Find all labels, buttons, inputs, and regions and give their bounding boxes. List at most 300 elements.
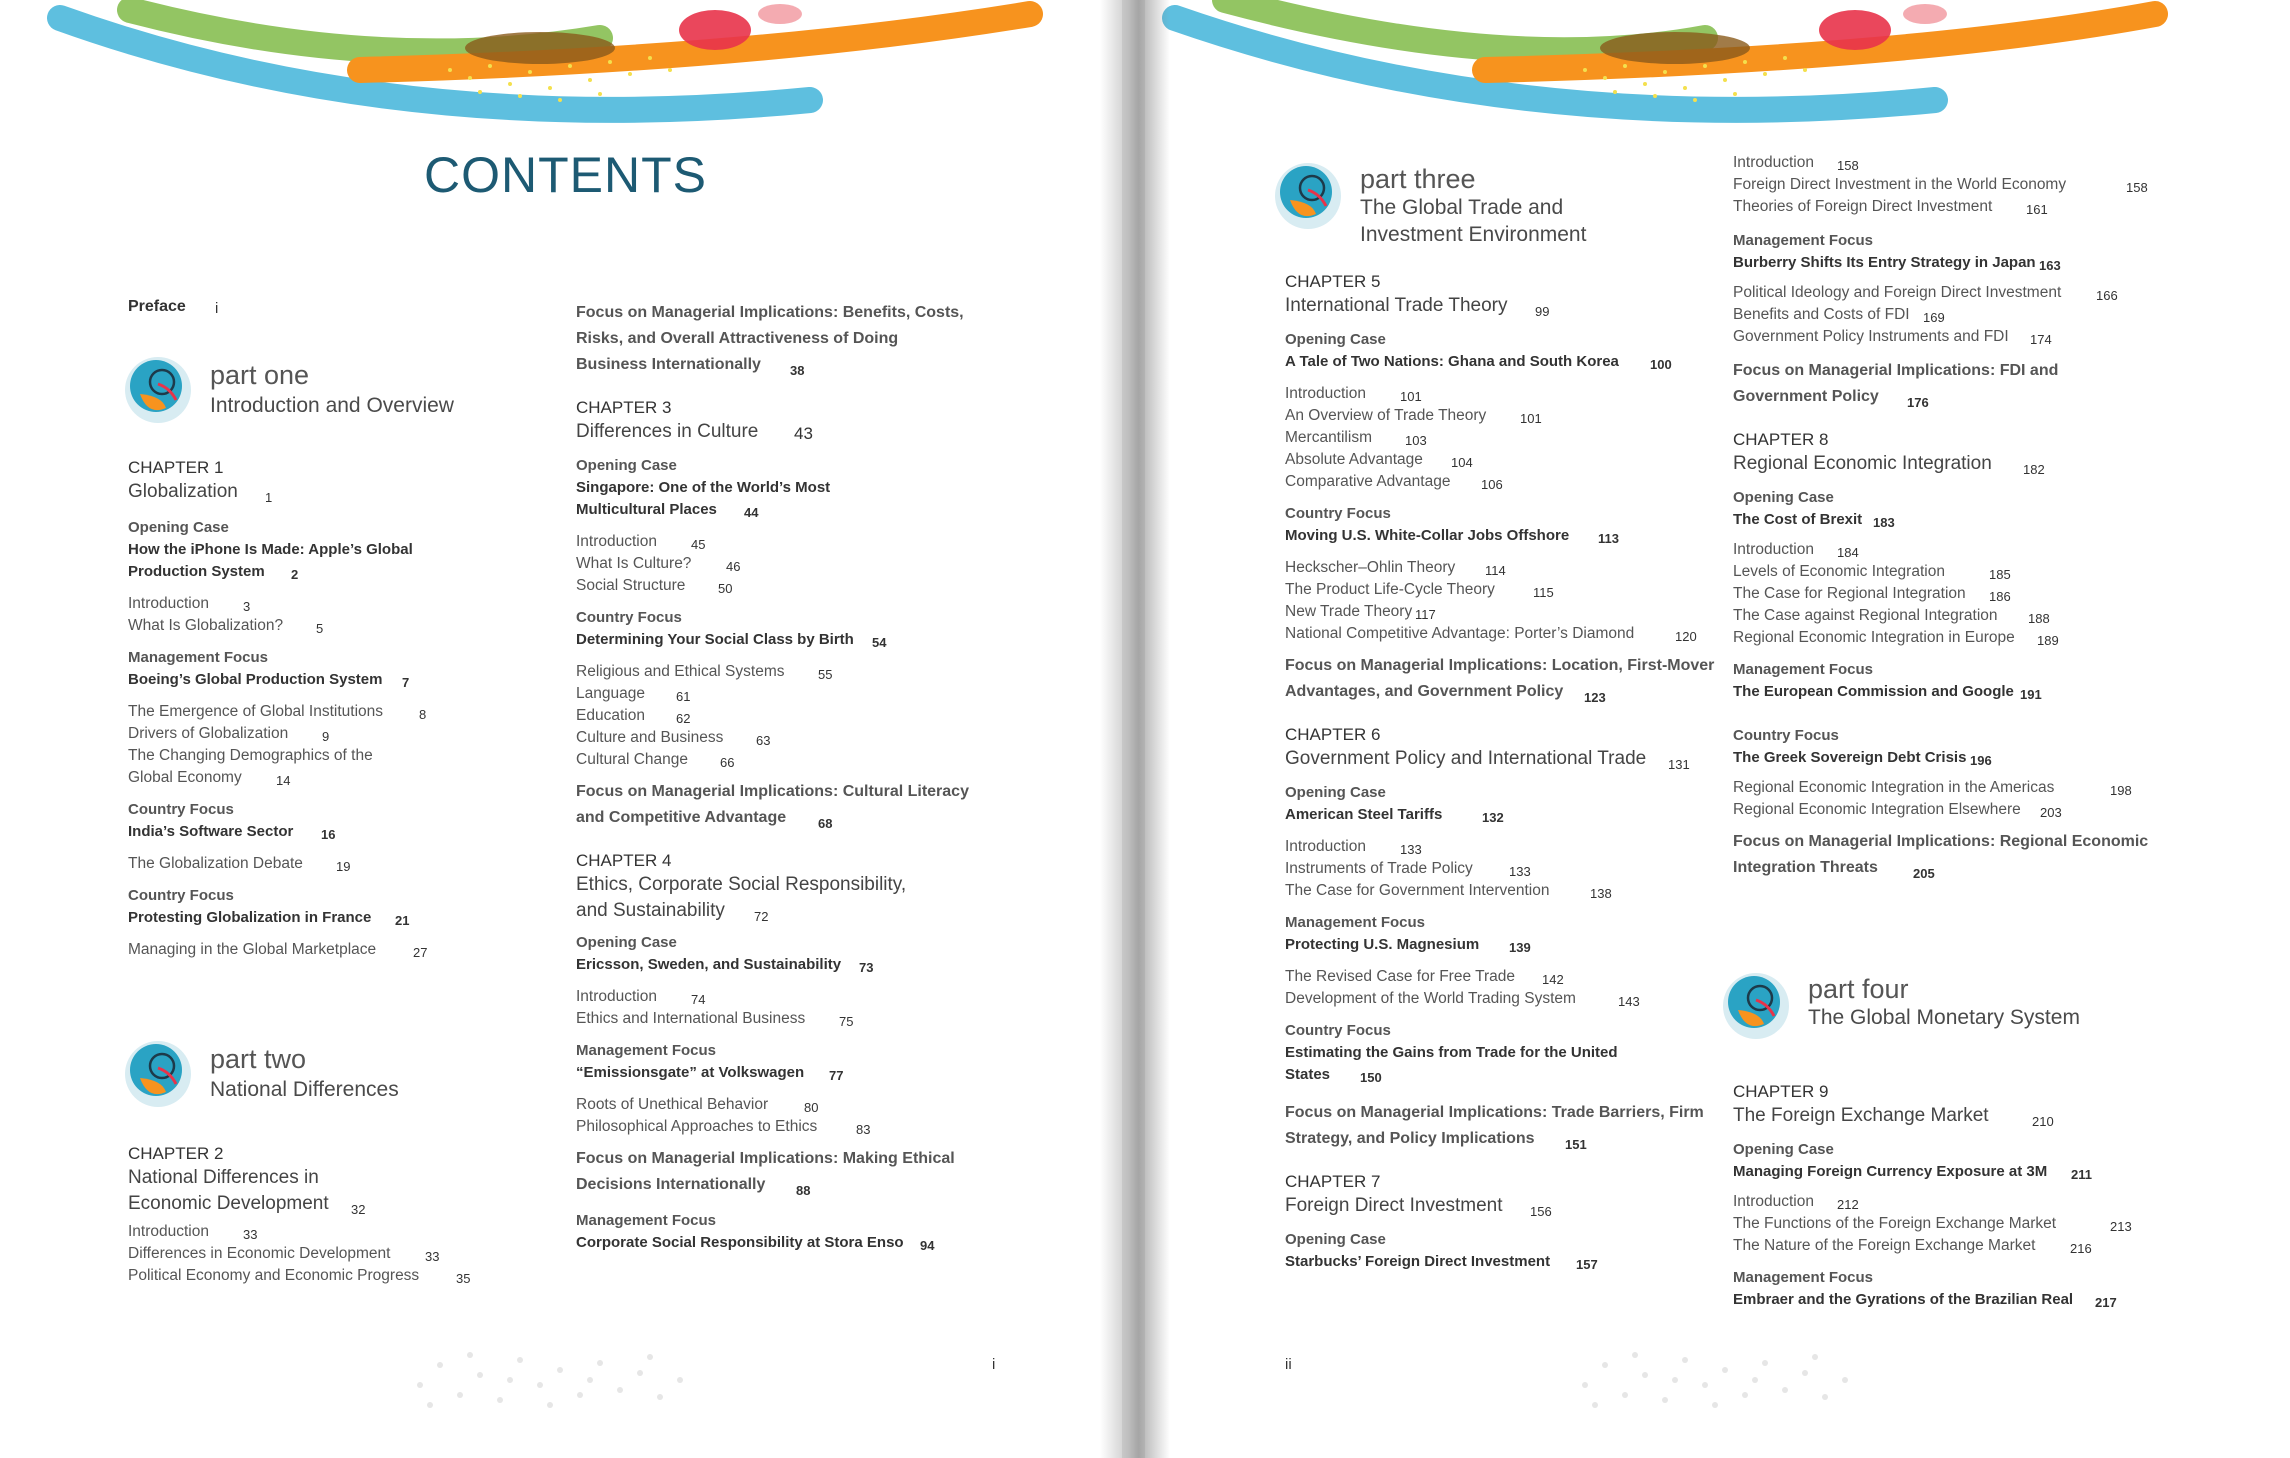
toc-entry[interactable] xyxy=(1733,1213,2203,1235)
contents-title: CONTENTS xyxy=(424,147,707,203)
toc-entry-title: Drivers of Globalization xyxy=(128,725,289,742)
ch9-mf-entry[interactable] xyxy=(1733,1289,2203,1313)
part-one-label: part one xyxy=(210,360,310,390)
toc-entry-page: 63 xyxy=(756,733,771,748)
ch1-cf2-entry[interactable] xyxy=(128,907,528,931)
ch9-mf-head: Management Focus xyxy=(1733,1269,1874,1286)
toc-entry-title: The Case against Regional Integration xyxy=(1733,607,1998,624)
ch1-cf2-head: Country Focus xyxy=(128,887,234,904)
toc-entry[interactable] xyxy=(128,1265,528,1287)
ch8-section-list-2 xyxy=(1733,777,2203,821)
focus-page: 88 xyxy=(796,1183,811,1198)
toc-entry-title: Introduction xyxy=(128,595,209,612)
header-arcs-left xyxy=(0,0,1122,140)
toc-entry[interactable] xyxy=(128,1221,528,1243)
ch5-oc-title: A Tale of Two Nations: Ghana and South Korea xyxy=(1285,353,1619,370)
ch8-oc-title: The Cost of Brexit xyxy=(1733,511,1863,528)
toc-entry-page: 120 xyxy=(1675,629,1697,644)
toc-entry-page: 115 xyxy=(1533,585,1554,600)
toc-entry-page: 101 xyxy=(1400,389,1422,404)
chapter-8-title: Regional Economic Integration xyxy=(1733,453,1992,474)
ch6-cf-line2: States xyxy=(1285,1066,1331,1083)
toc-entry[interactable] xyxy=(1733,777,2203,799)
ch6-mf-title: Protecting U.S. Magnesium xyxy=(1285,936,1480,953)
toc-entry[interactable] xyxy=(1733,605,2203,627)
ch1-opening-case-entry[interactable] xyxy=(128,539,528,583)
ch1-mf-page: 7 xyxy=(402,675,410,690)
toc-entry-page: 3 xyxy=(243,599,251,614)
toc-entry-title: New Trade Theory xyxy=(1285,603,1413,620)
ch6-oc-entry[interactable] xyxy=(1285,804,1745,828)
toc-entry-page: 114 xyxy=(1485,563,1506,578)
toc-entry-title: Political Economy and Economic Progress xyxy=(128,1267,420,1284)
toc-entry[interactable] xyxy=(1285,601,1745,623)
chapter-2-title-line2: Economic Development xyxy=(128,1193,329,1214)
focus-page: 205 xyxy=(1913,866,1935,881)
toc-entry[interactable] xyxy=(1285,449,1745,471)
ch8-cf-entry[interactable] xyxy=(1733,747,2203,771)
ch6-mf-entry[interactable] xyxy=(1285,934,1745,958)
toc-entry-page: 186 xyxy=(1989,589,2011,604)
book-gutter-shadow xyxy=(1100,0,1170,1458)
part-three-header xyxy=(1272,158,1712,258)
focus-page: 176 xyxy=(1907,395,1929,410)
ch6-cf-page: 150 xyxy=(1360,1070,1382,1085)
left-page xyxy=(0,0,1122,1458)
footer-dot-pattern xyxy=(400,1345,720,1415)
toc-entry[interactable] xyxy=(1733,1191,2203,1213)
toc-entry-page: 188 xyxy=(2028,611,2050,626)
focus-entry-3[interactable] xyxy=(576,1146,1016,1198)
toc-entry[interactable] xyxy=(576,1116,1016,1138)
chapter-5-page: 99 xyxy=(1535,304,1550,319)
toc-entry[interactable] xyxy=(1285,880,1745,902)
toc-entry[interactable] xyxy=(128,767,528,789)
chapter-7-page: 156 xyxy=(1530,1204,1552,1219)
ch3-oc-line1: Singapore: One of the World’s Most xyxy=(576,479,831,496)
chapter-4-label: CHAPTER 4 xyxy=(576,851,672,870)
ch1-opening-case-page: 2 xyxy=(291,567,299,582)
toc-entry[interactable] xyxy=(1733,539,2203,561)
ch4-mf2-title: Corporate Social Responsibility at Stora Enso xyxy=(576,1234,904,1251)
toc-entry-title: Foreign Direct Investment in the World Economy xyxy=(1733,176,2067,193)
focus-line: and Competitive Advantage xyxy=(576,809,787,826)
toc-entry-page: 158 xyxy=(2126,180,2148,195)
ch8-cf-page: 196 xyxy=(1970,753,1992,768)
ch1-cf1-entry[interactable] xyxy=(128,821,528,845)
toc-entry-page: 14 xyxy=(276,773,291,788)
ch4-mf2-entry[interactable] xyxy=(576,1232,1016,1256)
chapter-1-title-row[interactable] xyxy=(128,479,528,509)
toc-entry-title: An Overview of Trade Theory xyxy=(1285,407,1487,424)
toc-entry-title: The Case for Regional Integration xyxy=(1733,585,1966,602)
chapter-5-title-row[interactable] xyxy=(1285,293,1745,323)
toc-entry[interactable] xyxy=(576,575,1016,597)
toc-entry-page: 106 xyxy=(1481,477,1503,492)
chapter-7-title: Foreign Direct Investment xyxy=(1285,1195,1503,1216)
toc-entry[interactable] xyxy=(128,939,528,961)
chapter-2-page: 32 xyxy=(351,1202,366,1217)
ch7-oc-title: Starbucks’ Foreign Direct Investment xyxy=(1285,1253,1551,1270)
ch4-mf-head: Management Focus xyxy=(576,1042,717,1059)
toc-entry-title: Introduction xyxy=(128,1223,209,1240)
focus-page: 38 xyxy=(790,363,805,378)
ch6-oc-head: Opening Case xyxy=(1285,784,1386,801)
toc-entry-page: 117 xyxy=(1415,607,1436,622)
focus-line: Business Internationally xyxy=(576,356,761,373)
chapter-3-title-row[interactable] xyxy=(576,419,1016,449)
toc-entry[interactable] xyxy=(576,1094,1016,1116)
toc-entry[interactable] xyxy=(1733,152,2203,174)
ch1-cf1-head: Country Focus xyxy=(128,801,234,818)
toc-entry-page: 169 xyxy=(1923,310,1945,325)
ch5-focus-entry[interactable] xyxy=(1285,653,1745,705)
right-page xyxy=(1145,0,2290,1458)
preface-page: i xyxy=(215,300,219,317)
ch4-mf-entry[interactable] xyxy=(576,1062,1016,1086)
footer-dot-pattern xyxy=(1565,1345,1885,1415)
toc-entry[interactable] xyxy=(128,745,528,767)
part-three-title-line2: Investment Environment xyxy=(1360,223,1587,246)
toc-entry-title: Global Economy xyxy=(128,769,242,786)
ch1-opening-case-head: Opening Case xyxy=(128,519,229,536)
chapter-4-title-row[interactable] xyxy=(576,872,1016,924)
right-column-1 xyxy=(1285,270,1745,1275)
chapter-4-title-line1: Ethics, Corporate Social Responsibility, xyxy=(576,874,907,895)
toc-entry[interactable] xyxy=(576,727,1016,749)
ch9-oc-head: Opening Case xyxy=(1733,1141,1834,1158)
chapter-2-title-line1: National Differences in xyxy=(128,1167,319,1188)
ch3-cf-page: 54 xyxy=(872,635,887,650)
toc-entry[interactable] xyxy=(576,986,1016,1008)
focus-entry-2[interactable] xyxy=(576,779,1016,831)
ch6-cf-entry[interactable] xyxy=(1285,1042,1745,1086)
toc-entry[interactable] xyxy=(576,1008,1016,1030)
toc-entry-page: 27 xyxy=(413,945,428,960)
toc-entry-page: 143 xyxy=(1618,994,1640,1009)
focus-line: Risks, and Overall Attractiveness of Doing xyxy=(576,330,899,347)
toc-entry-title: Roots of Unethical Behavior xyxy=(576,1096,769,1113)
toc-entry-page: 184 xyxy=(1837,545,1859,560)
toc-entry-page: 50 xyxy=(718,581,733,596)
toc-entry[interactable] xyxy=(1285,383,1745,405)
toc-entry[interactable] xyxy=(1285,988,1745,1010)
toc-entry[interactable] xyxy=(1733,326,2203,348)
toc-entry[interactable] xyxy=(1285,966,1745,988)
toc-entry-title: Heckscher–Ohlin Theory xyxy=(1285,559,1456,576)
toc-entry-title: Mercantilism xyxy=(1285,429,1372,446)
toc-entry-page: 133 xyxy=(1400,842,1422,857)
ch3-cf-title: Determining Your Social Class by Birth xyxy=(576,631,854,648)
toc-entry[interactable] xyxy=(1733,174,2203,196)
toc-entry[interactable] xyxy=(128,1243,528,1265)
toc-entry-page: 19 xyxy=(336,859,351,874)
ch5-oc-page: 100 xyxy=(1650,357,1672,372)
ch1-section-list-4 xyxy=(128,939,528,961)
toc-entry-page: 166 xyxy=(2096,288,2118,303)
toc-entry[interactable] xyxy=(1733,196,2203,218)
chapter-2-label: CHAPTER 2 xyxy=(128,1144,224,1163)
ch5-oc-entry[interactable] xyxy=(1285,351,1745,375)
toc-entry-title: Social Structure xyxy=(576,577,686,594)
focus-line: Advantages, and Government Policy xyxy=(1285,683,1564,700)
chapter-9-label: CHAPTER 9 xyxy=(1733,1082,1829,1101)
toc-entry-title: Absolute Advantage xyxy=(1285,451,1423,468)
toc-entry[interactable] xyxy=(1285,836,1745,858)
toc-entry-title: The Changing Demographics of the xyxy=(128,747,373,764)
toc-entry[interactable] xyxy=(576,705,1016,727)
ch1-mf-entry[interactable] xyxy=(128,669,528,693)
toc-entry[interactable] xyxy=(1285,427,1745,449)
toc-entry-page: 174 xyxy=(2030,332,2052,347)
toc-entry-page: 55 xyxy=(818,667,833,682)
ch9-oc-entry[interactable] xyxy=(1733,1161,2203,1185)
toc-entry-title: Introduction xyxy=(1285,385,1366,402)
ch7-mf-head: Management Focus xyxy=(1733,232,1874,249)
focus-page: 123 xyxy=(1584,690,1606,705)
toc-entry-title: Theories of Foreign Direct Investment xyxy=(1733,198,1993,215)
ch6-cf-line1: Estimating the Gains from Trade for the United xyxy=(1285,1044,1618,1061)
preface-entry[interactable] xyxy=(128,298,528,324)
chapter-8-label: CHAPTER 8 xyxy=(1733,430,1829,449)
ch8-focus-entry[interactable] xyxy=(1733,829,2203,881)
focus-line: Focus on Managerial Implications: Cultural Literacy xyxy=(576,783,969,800)
toc-entry-title: Ethics and International Business xyxy=(576,1010,806,1027)
ch3-cf-head: Country Focus xyxy=(576,609,682,626)
focus-line: Focus on Managerial Implications: Regional Economic xyxy=(1733,833,2149,850)
toc-entry-page: 103 xyxy=(1405,433,1427,448)
part-three-title-line1: The Global Trade and xyxy=(1360,196,1564,219)
ch5-section-list-2 xyxy=(1285,557,1745,645)
preface-label: Preface xyxy=(128,298,186,315)
ch5-cf-entry[interactable] xyxy=(1285,525,1745,549)
ch7-section-list-2 xyxy=(1733,282,2203,348)
page-number-left: i xyxy=(992,1356,996,1373)
part-globe-icon xyxy=(122,352,194,424)
toc-entry[interactable] xyxy=(576,531,1016,553)
chapter-3-label: CHAPTER 3 xyxy=(576,398,672,417)
focus-line: Strategy, and Policy Implications xyxy=(1285,1130,1535,1147)
chapter-9-title: The Foreign Exchange Market xyxy=(1733,1105,1989,1126)
toc-entry-page: 33 xyxy=(243,1227,258,1242)
right-column-2 xyxy=(1733,152,2203,881)
header-arcs-right xyxy=(1145,0,2290,140)
ch1-section-list-3 xyxy=(128,853,528,875)
ch6-section-list-1 xyxy=(1285,836,1745,902)
toc-entry-page: 5 xyxy=(316,621,324,636)
chapter-3-title: Differences in Culture xyxy=(576,421,759,442)
toc-entry-title: Regional Economic Integration in the Americas xyxy=(1733,779,2055,796)
toc-entry-title: Instruments of Trade Policy xyxy=(1285,860,1473,877)
focus-page: 68 xyxy=(818,816,833,831)
ch6-cf-head: Country Focus xyxy=(1285,1022,1391,1039)
ch9-oc-page: 211 xyxy=(2071,1167,2092,1182)
toc-entry-title: The Nature of the Foreign Exchange Market xyxy=(1733,1237,2036,1254)
toc-entry-title: Development of the World Trading System xyxy=(1285,990,1576,1007)
ch7-mf-entry[interactable] xyxy=(1733,252,2203,276)
chapter-2-block xyxy=(128,1142,528,1287)
toc-entry-title: Regional Economic Integration in Europe xyxy=(1733,629,2015,646)
toc-entry[interactable] xyxy=(1733,583,2203,605)
toc-entry-page: 101 xyxy=(1520,411,1542,426)
ch7-focus-entry[interactable] xyxy=(1733,358,2203,410)
chapter-2-title-row[interactable] xyxy=(128,1165,528,1217)
chapter-1-label: CHAPTER 1 xyxy=(128,458,224,477)
toc-entry[interactable] xyxy=(1285,623,1745,645)
ch9-mf-page: 217 xyxy=(2095,1295,2117,1310)
toc-entry-title: Differences in Economic Development xyxy=(128,1245,391,1262)
ch5-cf-title: Moving U.S. White-Collar Jobs Offshore xyxy=(1285,527,1570,544)
focus-line: Integration Threats xyxy=(1733,859,1878,876)
toc-entry[interactable] xyxy=(1285,858,1745,880)
toc-entry-title: Government Policy Instruments and FDI xyxy=(1733,328,2009,345)
ch4-mf2-head: Management Focus xyxy=(576,1212,717,1229)
toc-entry-title: Managing in the Global Marketplace xyxy=(128,941,377,958)
toc-entry-page: 35 xyxy=(456,1271,471,1286)
toc-entry-page: 80 xyxy=(804,1100,819,1115)
toc-entry-title: Introduction xyxy=(1733,154,1814,171)
toc-entry-page: 75 xyxy=(839,1014,854,1029)
ch7-oc-entry[interactable] xyxy=(1285,1251,1745,1275)
toc-entry[interactable] xyxy=(128,853,528,875)
toc-entry[interactable] xyxy=(1285,471,1745,493)
ch4-section-list-1 xyxy=(576,986,1016,1030)
ch8-mf-entry[interactable] xyxy=(1733,681,2203,705)
chapter-7-label: CHAPTER 7 xyxy=(1285,1172,1381,1191)
toc-entry-page: 61 xyxy=(676,689,691,704)
page-number-right: ii xyxy=(1285,1356,1292,1373)
part-one-header xyxy=(122,352,542,432)
ch4-oc-head: Opening Case xyxy=(576,934,677,951)
toc-entry[interactable] xyxy=(576,749,1016,771)
toc-entry[interactable] xyxy=(576,683,1016,705)
ch1-cf1-page: 16 xyxy=(321,827,336,842)
toc-entry[interactable] xyxy=(1733,799,2203,821)
toc-entry-title: The Revised Case for Free Trade xyxy=(1285,968,1516,985)
ch6-section-list-2 xyxy=(1285,966,1745,1010)
toc-entry-title: Comparative Advantage xyxy=(1285,473,1451,490)
chapter-1-page: 1 xyxy=(265,490,273,505)
ch6-mf-head: Management Focus xyxy=(1285,914,1426,931)
part-two-title: National Differences xyxy=(210,1078,399,1101)
ch6-mf-page: 139 xyxy=(1509,940,1531,955)
chapter-8-title-row[interactable] xyxy=(1733,451,2203,481)
chapter-6-title-row[interactable] xyxy=(1285,746,1745,776)
chapter-9-page: 210 xyxy=(2032,1114,2054,1129)
ch8-mf-title: The European Commission and Google xyxy=(1733,683,2014,700)
focus-entry-1[interactable] xyxy=(576,300,1016,378)
toc-entry-title: National Competitive Advantage: Porter’s Diamond xyxy=(1285,625,1635,642)
ch5-section-list-1 xyxy=(1285,383,1745,493)
ch8-oc-entry[interactable] xyxy=(1733,509,2203,533)
part-globe-icon xyxy=(1720,968,1792,1040)
toc-entry[interactable] xyxy=(1285,405,1745,427)
focus-line: Focus on Managerial Implications: FDI and xyxy=(1733,362,2059,379)
toc-entry[interactable] xyxy=(1733,282,2203,304)
ch1-section-list-2 xyxy=(128,701,528,789)
toc-entry-title: Benefits and Costs of FDI xyxy=(1733,306,1910,323)
ch1-cf1-title: India’s Software Sector xyxy=(128,823,294,840)
ch6-focus-entry[interactable] xyxy=(1285,1100,1745,1152)
focus-line: Focus on Managerial Implications: Benefits, Costs, xyxy=(576,304,964,321)
ch4-oc-entry[interactable] xyxy=(576,954,1016,978)
chapter-9-block xyxy=(1733,1080,2203,1313)
chapter-3-page: 43 xyxy=(794,424,813,443)
toc-entry-page: 189 xyxy=(2037,633,2059,648)
chapter-5-title: International Trade Theory xyxy=(1285,295,1508,316)
chapter-9-title-row[interactable] xyxy=(1733,1103,2203,1133)
toc-entry-page: 203 xyxy=(2040,805,2062,820)
left-column-1 xyxy=(128,298,528,324)
ch1-cf2-title: Protesting Globalization in France xyxy=(128,909,372,926)
toc-entry[interactable] xyxy=(128,615,528,637)
ch2-section-list-1 xyxy=(128,1221,528,1287)
toc-entry[interactable] xyxy=(576,661,1016,683)
toc-entry-page: 161 xyxy=(2026,202,2048,217)
ch3-oc-entry[interactable] xyxy=(576,477,1016,521)
ch8-cf-head: Country Focus xyxy=(1733,727,1839,744)
chapter-6-title: Government Policy and International Trade xyxy=(1285,748,1647,769)
toc-entry-page: 45 xyxy=(691,537,706,552)
toc-entry-title: What Is Globalization? xyxy=(128,617,284,634)
toc-entry-title: Philosophical Approaches to Ethics xyxy=(576,1118,818,1135)
chapter-7-title-row[interactable] xyxy=(1285,1193,1745,1223)
ch1-mf-head: Management Focus xyxy=(128,649,269,666)
toc-entry-page: 142 xyxy=(1542,972,1564,987)
toc-entry-page: 185 xyxy=(1989,567,2011,582)
toc-entry-page: 33 xyxy=(425,1249,440,1264)
toc-entry-page: 46 xyxy=(726,559,741,574)
toc-entry[interactable] xyxy=(1733,561,2203,583)
toc-entry[interactable] xyxy=(128,723,528,745)
toc-entry[interactable] xyxy=(128,593,528,615)
toc-entry-page: 104 xyxy=(1451,455,1473,470)
toc-entry[interactable] xyxy=(1733,1235,2203,1257)
toc-entry-page: 62 xyxy=(676,711,691,726)
ch5-oc-head: Opening Case xyxy=(1285,331,1386,348)
toc-entry-title: The Case for Government Intervention xyxy=(1285,882,1550,899)
toc-entry-title: Introduction xyxy=(576,533,657,550)
toc-entry-page: 9 xyxy=(322,729,330,744)
part-two-label: part two xyxy=(210,1044,307,1074)
ch9-section-list-1 xyxy=(1733,1191,2203,1257)
ch9-mf-title: Embraer and the Gyrations of the Brazilian Real xyxy=(1733,1291,2074,1308)
ch8-section-list-1 xyxy=(1733,539,2203,649)
toc-entry[interactable] xyxy=(128,701,528,723)
toc-entry[interactable] xyxy=(1733,627,2203,649)
focus-page: 151 xyxy=(1565,1137,1587,1152)
toc-entry[interactable] xyxy=(1733,304,2203,326)
ch8-mf-page: 191 xyxy=(2020,687,2042,702)
ch1-opening-case-line2: Production System xyxy=(128,563,265,580)
ch3-cf-entry[interactable] xyxy=(576,629,1016,653)
toc-entry[interactable] xyxy=(1285,557,1745,579)
toc-entry[interactable] xyxy=(576,553,1016,575)
toc-entry-page: 212 xyxy=(1837,1197,1859,1212)
ch5-cf-page: 113 xyxy=(1598,531,1619,546)
toc-entry[interactable] xyxy=(1285,579,1745,601)
ch4-oc-title: Ericsson, Sweden, and Sustainability xyxy=(576,956,842,973)
ch8-oc-page: 183 xyxy=(1873,515,1895,530)
ch3-section-list-1 xyxy=(576,531,1016,597)
toc-entry-title: Levels of Economic Integration xyxy=(1733,563,1945,580)
toc-entry-title: The Product Life-Cycle Theory xyxy=(1285,581,1495,598)
ch4-section-list-2 xyxy=(576,1094,1016,1138)
ch1-cf2-page: 21 xyxy=(395,913,410,928)
toc-entry-title: Cultural Change xyxy=(576,751,689,768)
toc-entry-title: Culture and Business xyxy=(576,729,724,746)
ch7-mf-title: Burberry Shifts Its Entry Strategy in Japan xyxy=(1733,254,2036,271)
